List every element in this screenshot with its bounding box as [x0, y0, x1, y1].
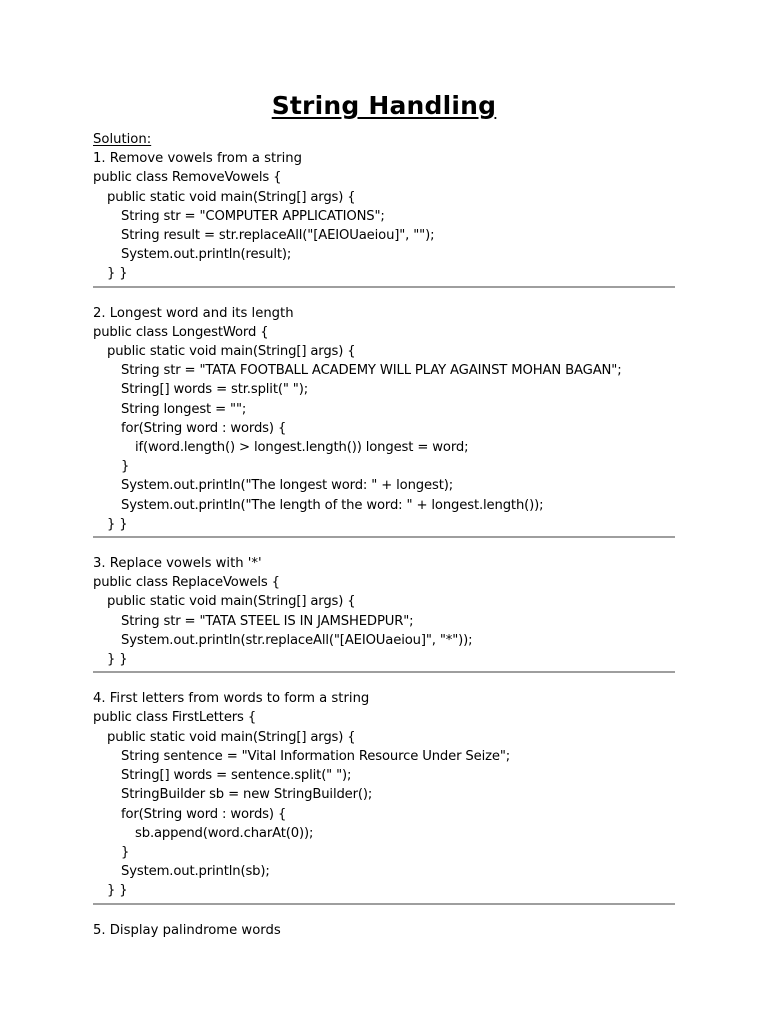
document-page — [93, 88, 675, 940]
code-line: public static void main(String[] args) { — [107, 594, 356, 610]
code-line: public static void main(String[] args) { — [107, 344, 356, 360]
code-line: String[] words = str.split(" "); — [121, 382, 308, 398]
code-line: System.out.println(str.replaceAll("[AEIOUaeiou]", "*")); — [121, 632, 473, 648]
section-heading: 5. Display palindrome words — [93, 922, 281, 938]
section-heading: 2. Longest word and its length — [93, 305, 294, 321]
section-divider — [93, 286, 675, 288]
code-line: public class LongestWord { — [93, 324, 269, 340]
code-line: for(String word : words) { — [121, 806, 287, 822]
code-line: sb.append(word.charAt(0)); — [135, 825, 314, 841]
code-line: String str = "TATA STEEL IS IN JAMSHEDPUR"; — [121, 613, 414, 629]
code-line: String result = str.replaceAll("[AEIOUaeiou]", ""); — [121, 228, 435, 244]
code-section — [93, 149, 675, 287]
section-divider — [93, 671, 675, 673]
code-line: public class ReplaceVowels { — [93, 575, 280, 591]
code-line: public static void main(String[] args) { — [107, 729, 356, 745]
section-heading: 1. Remove vowels from a string — [93, 151, 302, 167]
code-line: String str = "TATA FOOTBALL ACADEMY WILL PLAY AGAINST MOHAN BAGAN"; — [121, 363, 622, 379]
code-line: } } — [107, 883, 128, 899]
code-section — [93, 554, 675, 673]
code-line: String sentence = "Vital Information Resource Under Seize"; — [121, 748, 511, 764]
code-line: System.out.println(result); — [121, 247, 292, 263]
code-line: String[] words = sentence.split(" "); — [121, 768, 352, 784]
section-divider — [93, 536, 675, 538]
section-heading: 4. First letters from words to form a string — [93, 691, 370, 707]
code-line: System.out.println(sb); — [121, 864, 270, 880]
code-line: } — [121, 459, 130, 475]
code-line: public class RemoveVowels { — [93, 170, 282, 186]
code-line: System.out.println("The longest word: " + longest); — [121, 478, 454, 494]
code-line: public class FirstLetters { — [93, 710, 257, 726]
code-line: String longest = ""; — [121, 401, 247, 417]
code-section — [93, 304, 675, 538]
section-heading: 3. Replace vowels with '*' — [93, 556, 262, 572]
code-line: System.out.println("The length of the word: " + longest.length()); — [121, 497, 544, 513]
code-section — [93, 689, 675, 904]
code-line: } } — [107, 266, 128, 282]
code-line: StringBuilder sb = new StringBuilder(); — [121, 787, 373, 803]
code-line: if(word.length() > longest.length()) longest = word; — [135, 440, 469, 456]
code-section — [93, 921, 675, 940]
code-line: } — [121, 844, 130, 860]
solution-label: Solution: — [93, 132, 152, 147]
document-title: String Handling — [271, 91, 497, 120]
code-line: } } — [107, 652, 128, 668]
sections-container — [93, 149, 675, 940]
code-line: } } — [107, 516, 128, 532]
code-line: String str = "COMPUTER APPLICATIONS"; — [121, 208, 385, 224]
code-line: public static void main(String[] args) { — [107, 189, 356, 205]
code-line: for(String word : words) { — [121, 420, 287, 436]
section-divider — [93, 903, 675, 905]
